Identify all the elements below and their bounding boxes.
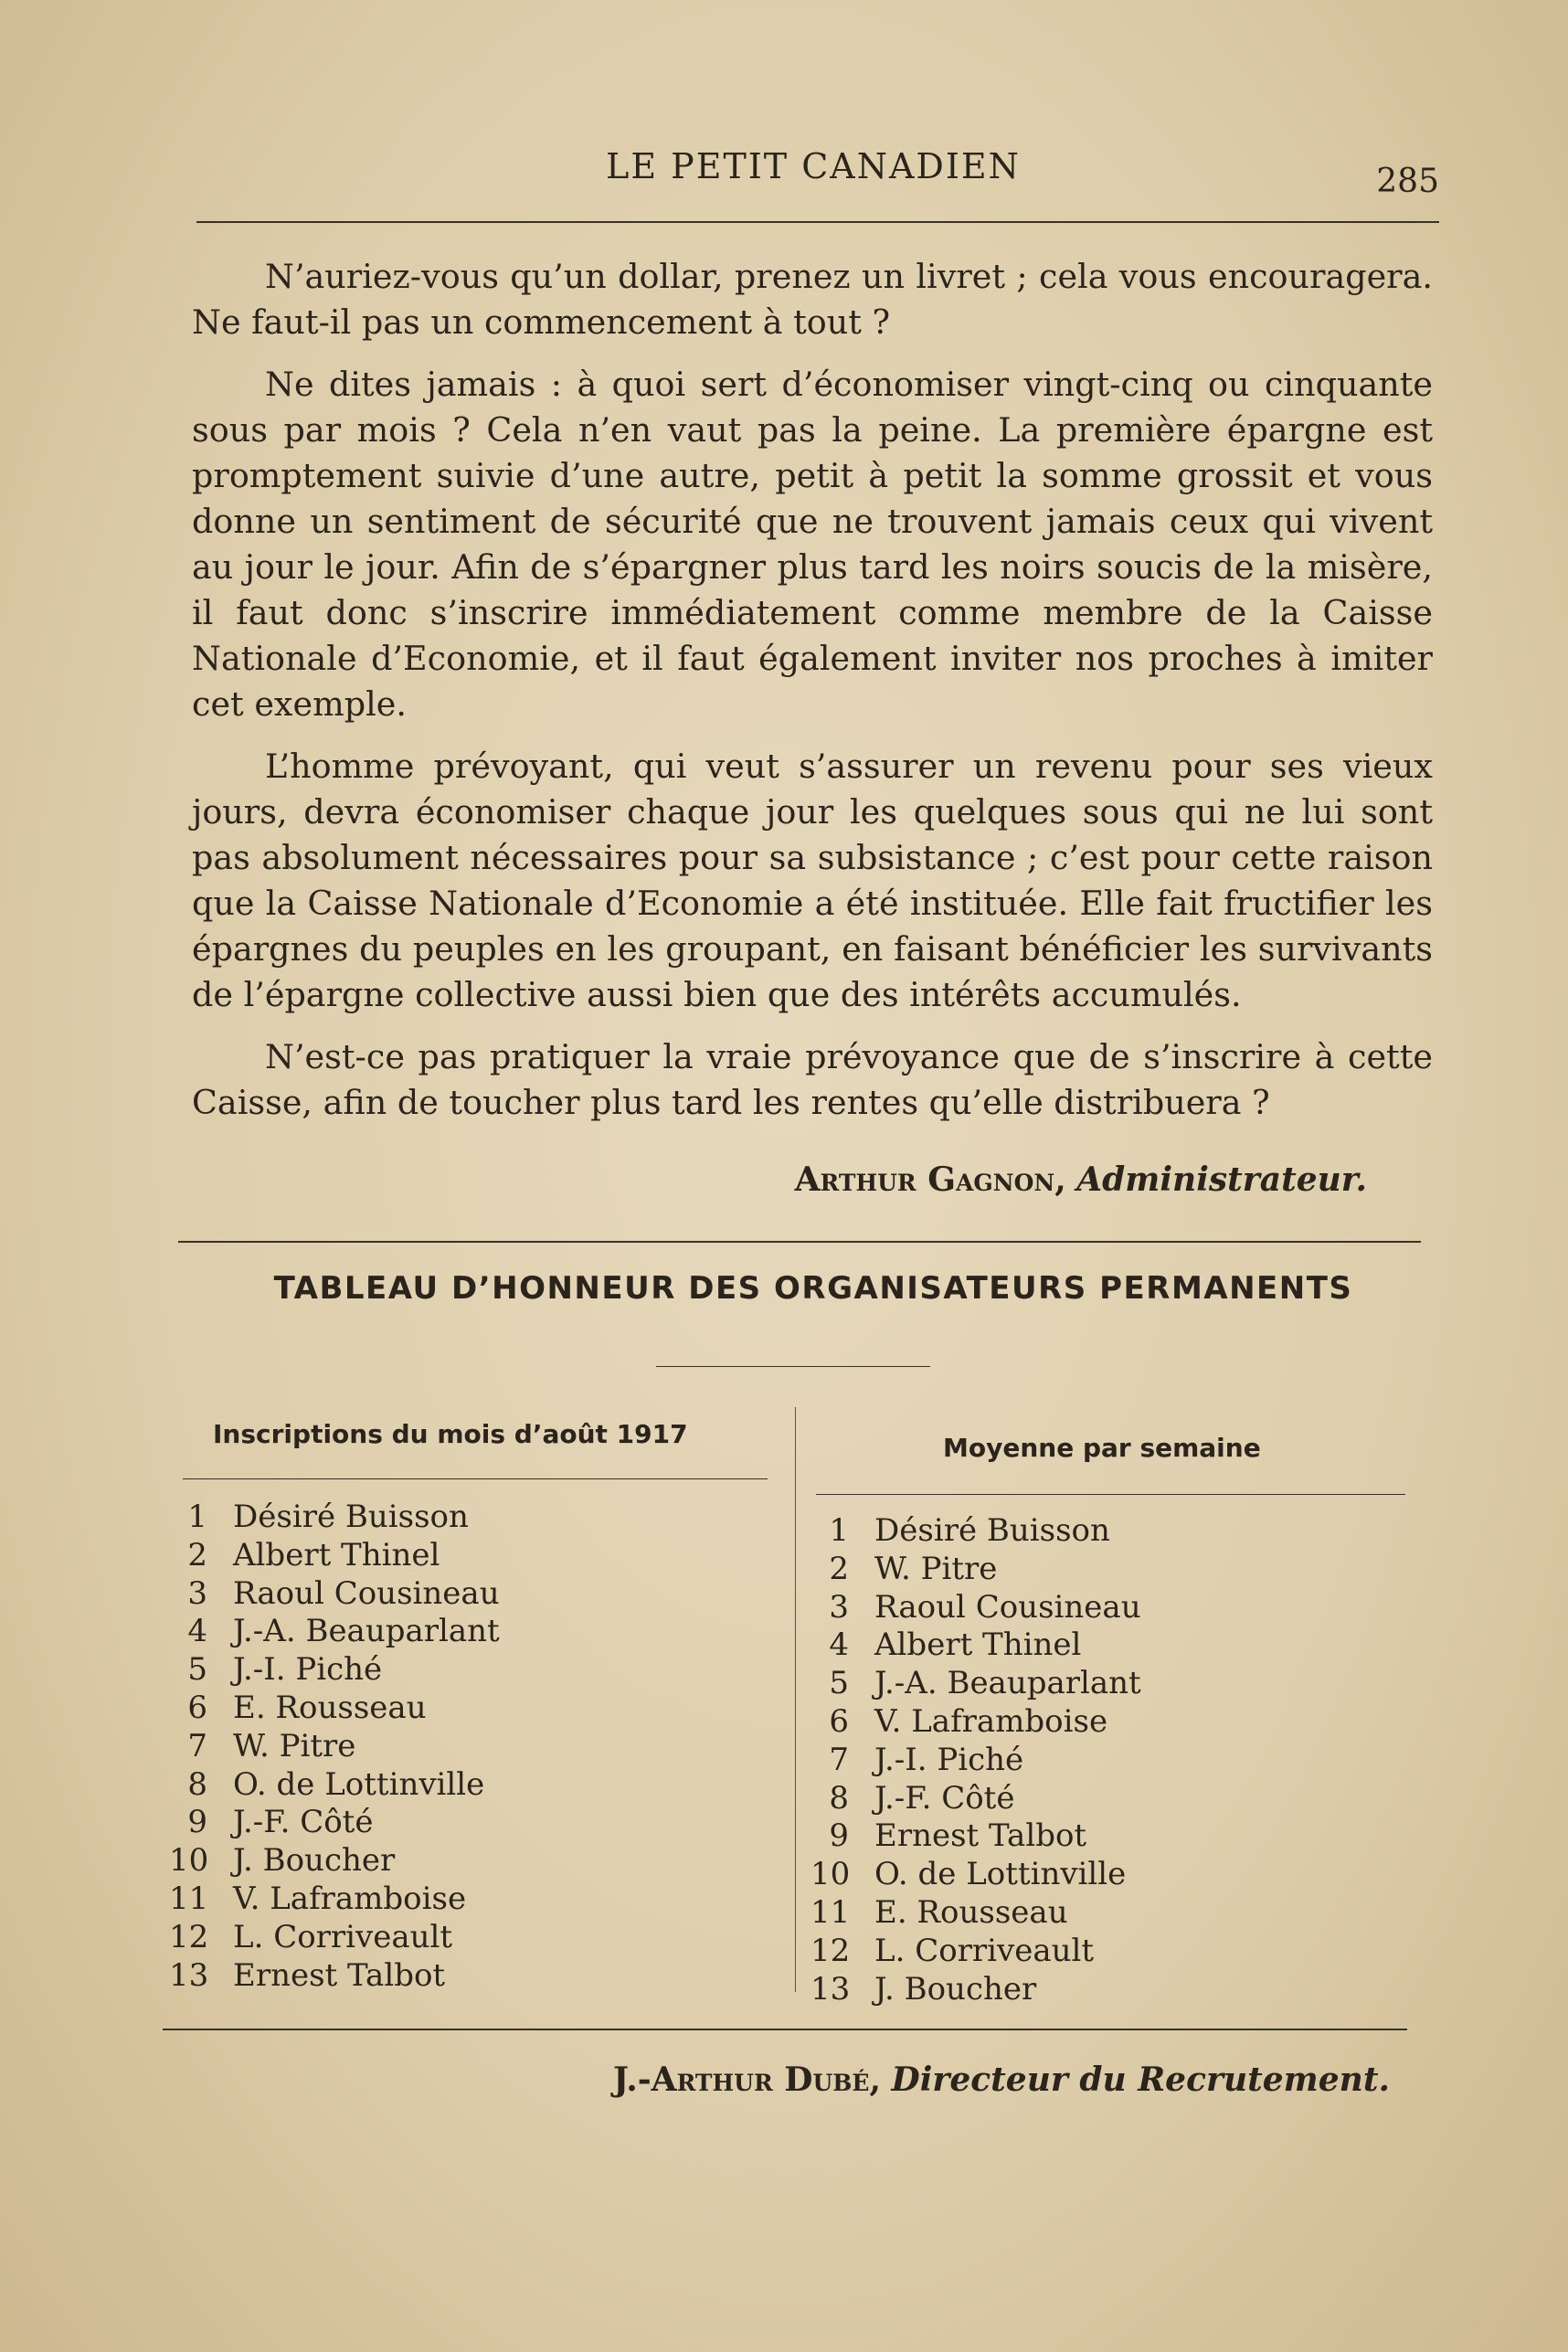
rank-number: 1 [829, 1512, 849, 1549]
rank-number: 7 [829, 1741, 849, 1778]
organiser-name: V. Laframboise [874, 1702, 1108, 1740]
list-item [169, 1575, 500, 1614]
organiser-name: Ernest Talbot [874, 1817, 1087, 1855]
article-body [192, 254, 1433, 1142]
page-header [187, 146, 1439, 201]
table-bottom-rule [163, 2029, 1407, 2030]
organiser-name: W. Pitre [233, 1727, 356, 1764]
list-item [169, 1881, 500, 1919]
list-item [810, 1589, 1141, 1627]
organiser-name: J.-F. Côté [874, 1779, 1015, 1817]
section-rule [178, 1241, 1421, 1243]
organiser-name: O. de Lottinville [233, 1765, 485, 1803]
director-name: J.-Arthur Dubé, [612, 2061, 882, 2099]
organiser-name: E. Rousseau [233, 1689, 427, 1726]
rank-number: 5 [829, 1665, 849, 1702]
list-item [810, 1780, 1141, 1818]
header-rule [196, 221, 1439, 223]
paragraph: Ne dites jamais : à quoi sert d’économiser vingt-cinq ou cinquante sous par mois ? Cela n’en vaut pas la peine. La première épargne est promptement suivie d’une autre, petit à petit la somme grossit et vous donne un sentiment de sécurité que ne trouvent jamais ceux qui vivent au jour le jour. Afin de s’épargner plus tard les noirs soucis de la misère, il faut donc s’inscrire immédiatement comme membre de la Caisse Nationale d’Economie, et il faut également inviter nos proches à imiter cet exemple. [192, 365, 1433, 724]
rank-number: 10 [810, 1856, 851, 1893]
list-item [810, 1971, 1141, 2009]
list-item [810, 1933, 1141, 1971]
list-item [169, 1728, 500, 1766]
list-item [810, 1817, 1141, 1856]
rank-number: 11 [169, 1880, 209, 1917]
list-item [169, 1957, 500, 1996]
rank-number: 4 [829, 1626, 849, 1664]
paragraph: N’auriez-vous qu’un dollar, prenez un livret ; cela vous encouragera. Ne faut-il pas un commencement à tout ? [192, 257, 1433, 342]
right-column-heading: Moyenne par semaine [943, 1433, 1261, 1463]
rank-number: 8 [829, 1779, 849, 1817]
rank-number: 5 [187, 1651, 207, 1689]
rank-number: 12 [169, 1918, 209, 1955]
list-item [810, 1856, 1141, 1894]
signature-name: Arthur Gagnon, [794, 1160, 1066, 1199]
rank-number: 3 [187, 1574, 207, 1612]
list-item [169, 1499, 500, 1537]
organiser-name: J.-A. Beauparlant [874, 1665, 1141, 1702]
left-column-heading: Inscriptions du mois d’août 1917 [213, 1419, 688, 1449]
list-item [810, 1512, 1141, 1551]
list-item [169, 1613, 500, 1651]
list-item [169, 1804, 500, 1842]
organiser-name: O. de Lottinville [874, 1856, 1127, 1893]
list-item [169, 1651, 500, 1690]
list-item [810, 1894, 1141, 1933]
organiser-name: E. Rousseau [874, 1893, 1068, 1931]
rank-number: 1 [187, 1499, 207, 1535]
right-heading-rule [816, 1494, 1405, 1495]
rank-number: 9 [187, 1804, 207, 1841]
organiser-name: J.-F. Côté [233, 1804, 374, 1841]
rank-number: 11 [810, 1893, 851, 1931]
list-item [169, 1690, 500, 1728]
recruitment-signature [613, 2061, 1390, 2099]
list-item [810, 1665, 1141, 1703]
organiser-name: Désiré Buisson [233, 1499, 469, 1535]
organiser-name: J.-I. Piché [874, 1741, 1024, 1778]
page-number: 285 [1376, 163, 1439, 200]
list-item [169, 1919, 500, 1957]
organiser-name: J.-I. Piché [233, 1651, 383, 1689]
organiser-name: Désiré Buisson [874, 1512, 1110, 1549]
organiser-name: Raoul Cousineau [874, 1588, 1141, 1626]
organiser-name: Raoul Cousineau [233, 1574, 500, 1612]
organiser-name: J.-A. Beauparlant [233, 1613, 500, 1650]
rank-number: 9 [829, 1817, 849, 1855]
organiser-name: J. Boucher [874, 1970, 1037, 2008]
organiser-name: Albert Thinel [874, 1626, 1082, 1664]
rank-number: 6 [187, 1689, 207, 1726]
left-heading-rule [183, 1478, 768, 1479]
rank-number: 2 [829, 1550, 849, 1587]
article-signature [795, 1160, 1367, 1199]
rank-number: 13 [169, 1956, 209, 1994]
organiser-name: Ernest Talbot [233, 1956, 446, 1994]
list-item [810, 1703, 1141, 1742]
list-item [810, 1551, 1141, 1589]
rank-number: 13 [810, 1970, 851, 2008]
organiser-name: L. Corriveault [233, 1918, 453, 1955]
rank-number: 3 [829, 1588, 849, 1626]
rank-number: 12 [810, 1932, 851, 1969]
rank-number: 6 [829, 1702, 849, 1740]
left-ranking-list [169, 1499, 500, 1995]
running-title: LE PETIT CANADIEN [606, 146, 1021, 186]
paragraph: L’homme prévoyant, qui veut s’assurer un revenu pour ses vieux jours, devra économiser chaque jour les quelques sous qui ne lui sont pas absolument nécessaires pour sa subsistance ; c’est pour cette raison que la Caisse Nationale d’Economie a été instituée. Elle fait fructifier les épargnes du peuples en les groupant, en faisant bénéficier les survivants de l’épargne collective aussi bien que des intérêts accumulés. [192, 747, 1433, 1014]
rank-number: 2 [187, 1536, 207, 1573]
organiser-name: L. Corriveault [874, 1932, 1095, 1969]
signature-role: Administrateur. [1076, 1160, 1367, 1199]
list-item [169, 1766, 500, 1805]
rank-number: 7 [187, 1727, 207, 1764]
list-item [810, 1626, 1141, 1665]
rank-number: 10 [169, 1842, 209, 1880]
rank-number: 4 [187, 1613, 207, 1650]
paragraph: N’est-ce pas pratiquer la vraie prévoyance que de s’inscrire à cette Caisse, afin de toucher plus tard les rentes qu’elle distribuera ? [192, 1037, 1433, 1122]
column-divider [795, 1407, 796, 1992]
list-item [810, 1742, 1141, 1780]
director-role: Directeur du Recrutement. [891, 2061, 1390, 2099]
list-item [169, 1842, 500, 1881]
organiser-name: J. Boucher [233, 1842, 396, 1880]
right-ranking-list [810, 1512, 1141, 2008]
list-item [169, 1537, 500, 1575]
organiser-name: V. Laframboise [233, 1880, 467, 1917]
organiser-name: W. Pitre [874, 1550, 998, 1587]
rank-number: 8 [187, 1765, 207, 1803]
table-title: TABLEAU D’HONNEUR DES ORGANISATEURS PERMANENTS [273, 1270, 1353, 1307]
organiser-name: Albert Thinel [233, 1536, 440, 1573]
title-underline [656, 1366, 930, 1367]
